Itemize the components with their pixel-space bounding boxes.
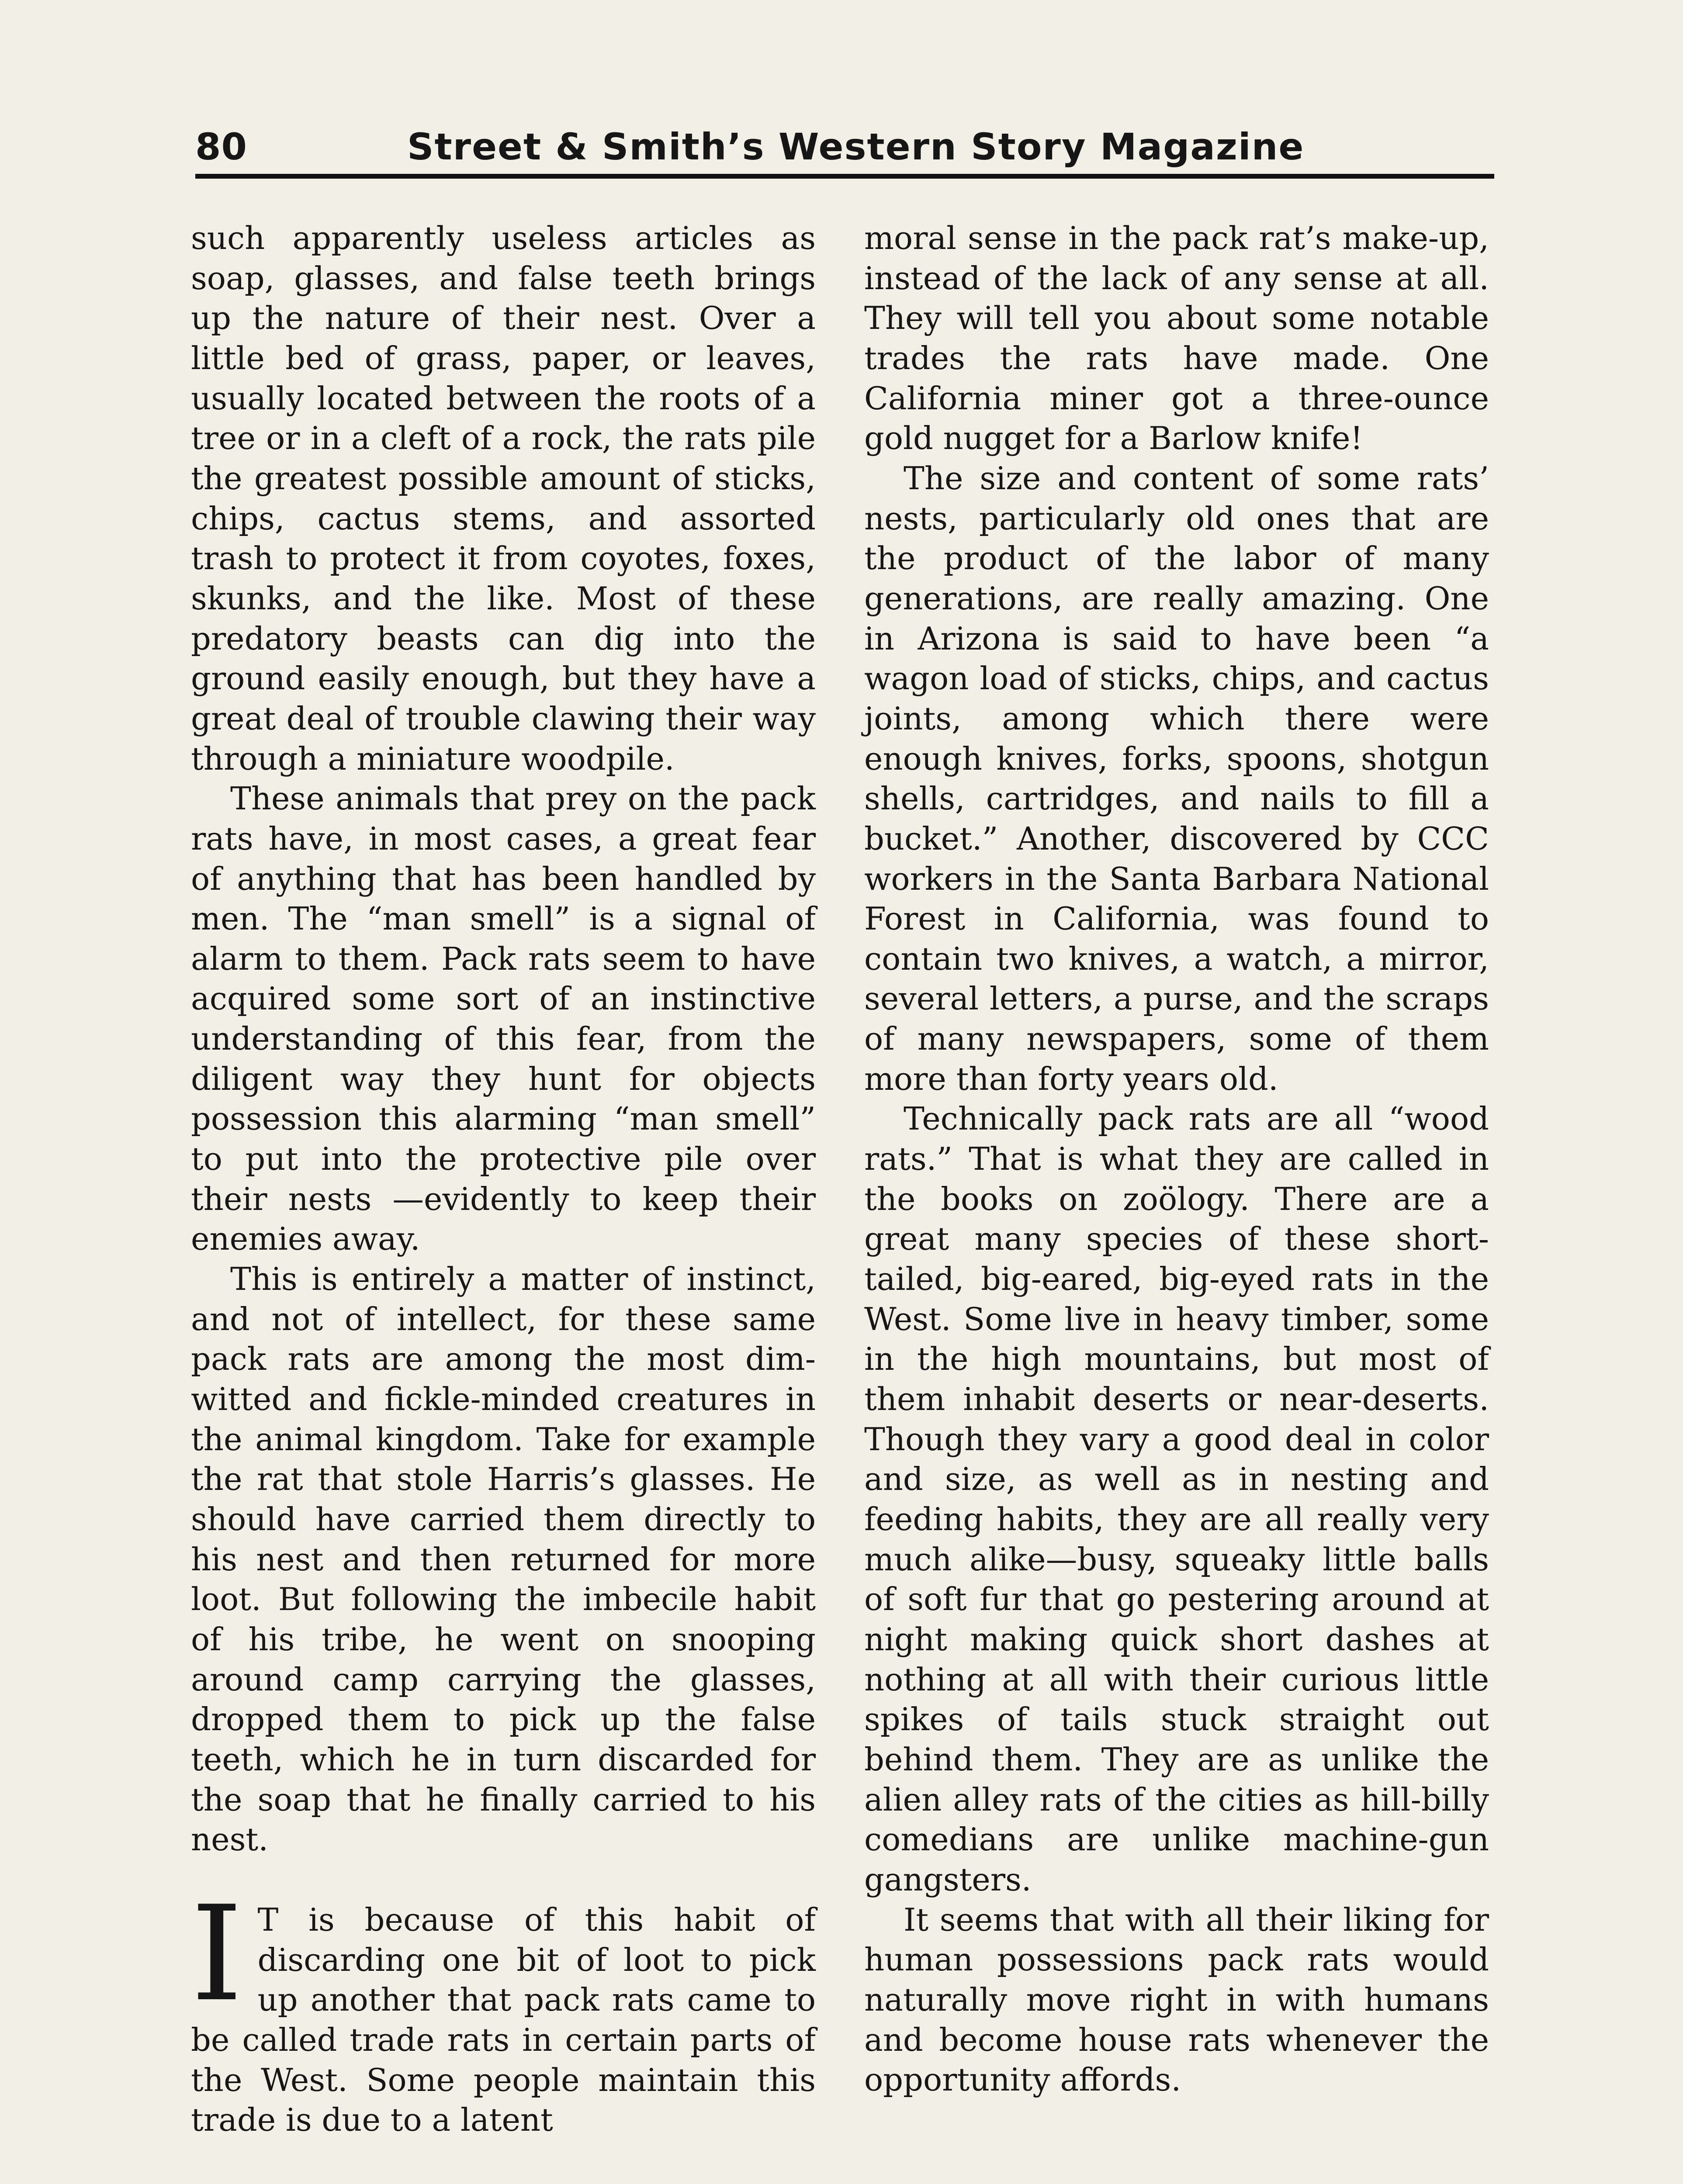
paragraph: such apparently useless articles as soap, glasses, and false teeth brings up the nature of their nest. Over a little bed of grass, paper, or leaves, usually located between the roots of a tree or in a cleft of a rock, the rats pile the greatest possible amount of sticks, chips, cactus stems, and assorted trash to protect it from coyotes, foxes, skunks, and the like. Most of these predatory beasts can dig into the ground easily enough, but they have a great deal of trouble clawing their way through a miniature woodpile.	[191, 220, 816, 777]
paragraph-text: T is because of this habit of discarding one bit of loot to pick up another that pack rats came to be called trade rats in certain parts of the West. Some people maintain this trade is due to a latent	[191, 1901, 816, 2139]
header-rule	[195, 174, 1494, 179]
paragraph: Technically pack rats are all “wood rats.” That is what they are called in the books on zoölogy. There are a great many species of these short-tailed, big-eared, big-eyed rats in the West. Some live in heavy timber, some in the high mountains, but most of them inhabit deserts or near-deserts. Though they vary a good deal in color and size, as well as in nesting and feeding habits, they are all really very much alike—busy, squeaky little balls of soft fur that go pestering around at night making quick short dashes at nothing at all with their curious little spikes of tails stuck straight out behind them. They are as unlike the alien alley rats of the cities as hill-billy comedians are unlike machine-gun gangsters.	[864, 1100, 1489, 1898]
paragraph: moral sense in the pack rat’s make-up, instead of the lack of any sense at all. They will tell you about some notable trades the rats have made. One California miner got a three-ounce gold nugget for a Barlow knife!	[864, 220, 1489, 457]
paragraph: These animals that prey on the pack rats have, in most cases, a great fear of anything that has been handled by men. The “man smell” is a signal of alarm to them. Pack rats seem to have acquired some sort of an instinctive understanding of this fear, from the diligent way they hunt for objects possession this alarming “man smell” to put into the protective pile over their nests —evidently to keep their enemies away.	[191, 780, 816, 1258]
paragraph: The size and content of some rats’ nests, particularly old ones that are the product of the labor of many generations, are really amazing. One in Arizona is said to have been “a wagon load of sticks, chips, and cactus joints, among which there were enough knives, forks, spoons, shotgun shells, cartridges, and nails to fill a bucket.” Another, discovered by CCC workers in the Santa Barbara National Forest in California, was found to contain two knives, a watch, a mirror, several letters, a purse, and the scraps of many newspapers, some of them more than forty years old.	[864, 460, 1489, 1097]
section-start-paragraph	[191, 1877, 816, 2140]
paragraph: It seems that with all their liking for human possessions pack rats would naturally move right in with humans and become house rats whenever the opportunity affords.	[864, 1901, 1489, 2098]
left-column	[191, 218, 816, 2140]
right-column	[864, 218, 1489, 2100]
paragraph: This is entirely a matter of instinct, and not of intellect, for these same pack rats are among the most dim-witted and fickle-minded creatures in the animal kingdom. Take for example the rat that stole Harris’s glasses. He should have carried them directly to his nest and then returned for more loot. But following the imbecile habit of his tribe, he went on snooping around camp carrying the glasses, dropped them to pick up the false teeth, which he in turn discarded for the soap that he finally carried to his nest.	[191, 1261, 816, 1858]
drop-cap: I	[191, 1877, 243, 2030]
page-header	[195, 122, 1494, 179]
page-number: 80	[195, 125, 247, 168]
magazine-title: Street & Smith’s Western Story Magazine	[407, 125, 1305, 168]
